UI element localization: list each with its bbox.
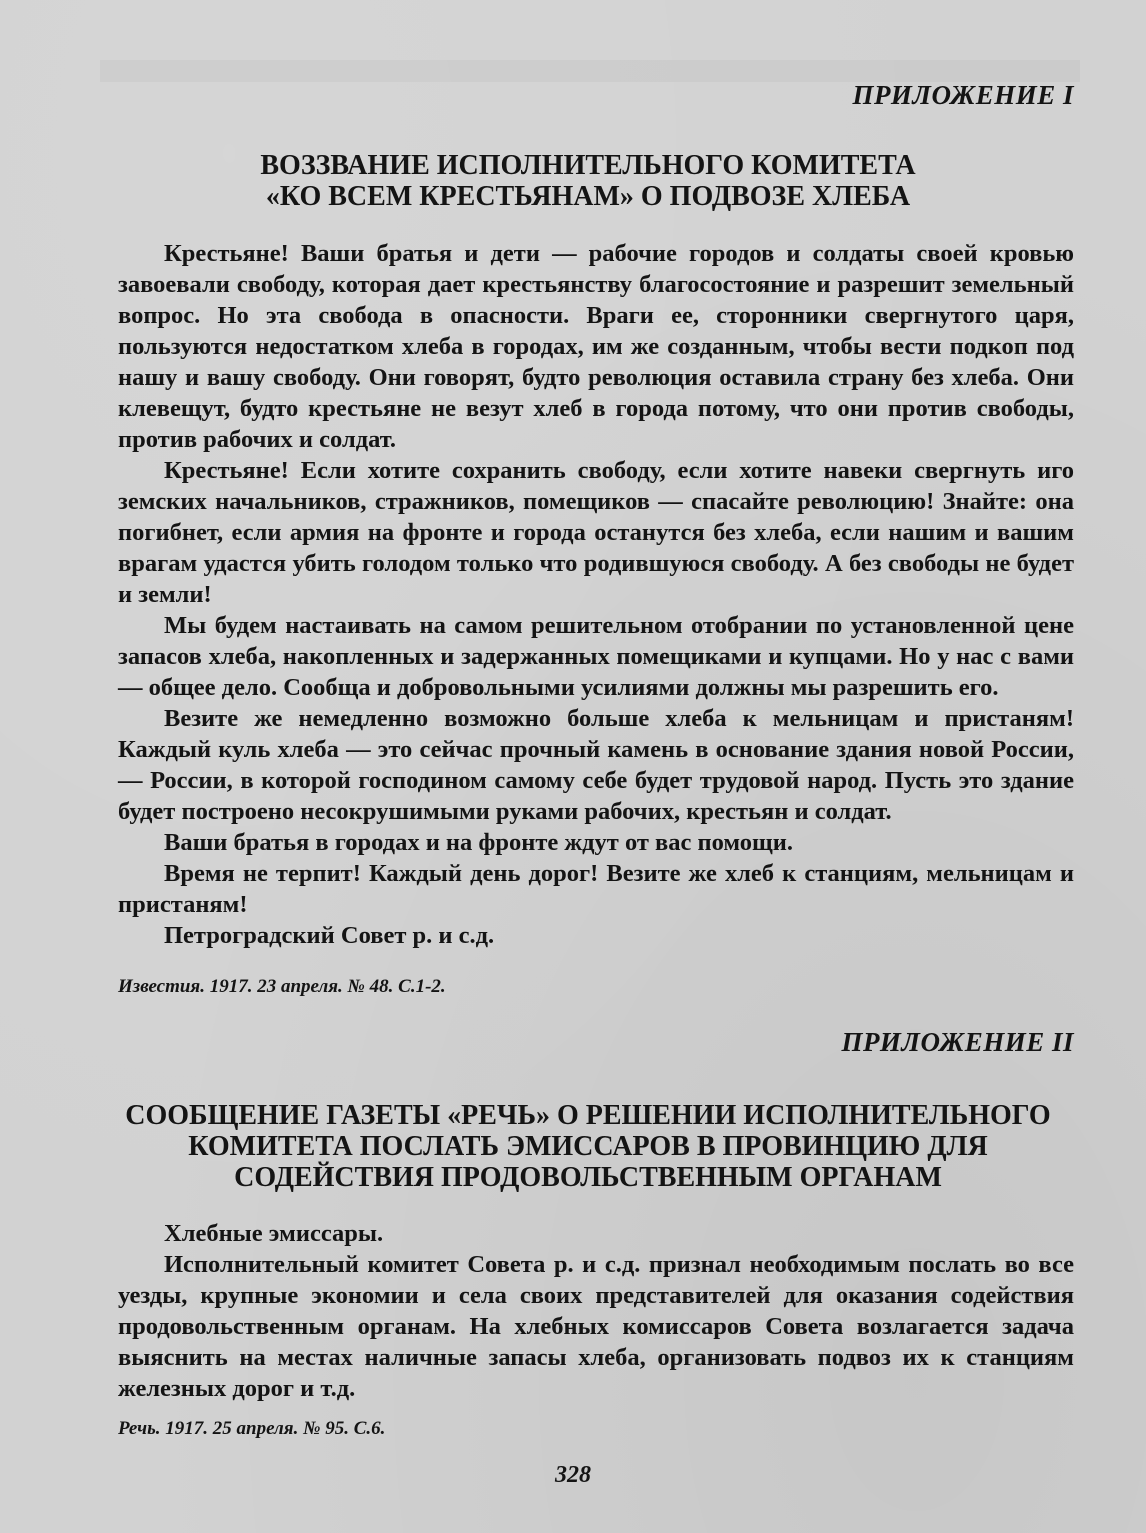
appendix-1-paragraph-4: Везите же немедленно возможно больше хлеба к мельницам и пристаням! Каждый куль хлеба — это сейчас прочный камень в основание здания новой России, — России, в которой господином самому себе будет трудовой народ. Пусть это здание будет построено несокрушимыми руками рабочих, крестьян и солдат. [118, 705, 1074, 825]
appendix-2-title-line-1: СООБЩЕНИЕ ГАЗЕТЫ «РЕЧЬ» О РЕШЕНИИ ИСПОЛНИТЕЛЬНОГО [125, 1100, 1051, 1131]
appendix-1-body [118, 238, 1074, 951]
appendix-2-paragraph-2: Исполнительный комитет Совета р. и с.д. признал необходимым послать во все уезды, крупные экономии и села своих представителей для оказания содействия продовольственным органам. На хлебных комиссаров Совета возлагается задача выяснить на местах наличные запасы хлеба, организовать подвоз их к станциям железных дорог и т.д. [118, 1251, 1074, 1402]
appendix-1-title-line-2: «КО ВСЕМ КРЕСТЬЯНАМ» О ПОДВОЗЕ ХЛЕБА [265, 181, 911, 212]
appendix-1-paragraph-6: Время не терпит! Каждый день дорог! Везите же хлеб к станциям, мельницам и пристаням! [118, 860, 1074, 918]
appendix-2-title [120, 1100, 1056, 1193]
appendix-1-title [120, 150, 1056, 212]
appendix-1-paragraph-1: Крестьяне! Ваши братья и дети — рабочие городов и солдаты своей кровью завоевали свободу, которая дает крестьянству благосостояние и разрешит земельный вопрос. Но эта свобода в опасности. Враги ее, сторонники свергнутого царя, пользуются недостатком хлеба в городах, им же созданным, чтобы вести подкоп под нашу и вашу свободу. Они говорят, будто революция оставила страну без хлеба. Они клевещут, будто крестьяне не везут хлеб в города потому, что они против свободы, против рабочих и солдат. [118, 240, 1074, 453]
appendix-1-source: Известия. 1917. 23 апреля. № 48. С.1-2. [118, 976, 446, 997]
bleed-through-shadow [100, 60, 1080, 82]
appendix-1-label: ПРИЛОЖЕНИЕ I [852, 80, 1074, 110]
page-number: 328 [555, 1462, 591, 1488]
appendix-2-label: ПРИЛОЖЕНИЕ II [841, 1027, 1074, 1057]
appendix-2-source: Речь. 1917. 25 апреля. № 95. С.6. [118, 1418, 386, 1439]
appendix-1-title-line-1: ВОЗЗВАНИЕ ИСПОЛНИТЕЛЬНОГО КОМИТЕТА [260, 150, 916, 181]
appendix-2-paragraph-1: Хлебные эмиссары. [164, 1220, 384, 1247]
appendix-2-body [118, 1218, 1074, 1404]
appendix-1-paragraph-5: Ваши братья в городах и на фронте ждут от вас помощи. [164, 829, 793, 856]
appendix-1-paragraph-3: Мы будем настаивать на самом решительном отобрании по установленной цене запасов хлеба, накопленных и задержанных помещиками и купцами. Но у нас с вами — общее дело. Сообща и добровольными усилиями должны мы разрешить его. [118, 612, 1074, 701]
appendix-1-signature: Петроградский Совет р. и с.д. [164, 922, 495, 949]
appendix-2-title-line-3: СОДЕЙСТВИЯ ПРОДОВОЛЬСТВЕННЫМ ОРГАНАМ [234, 1162, 942, 1193]
appendix-1-paragraph-2: Крестьяне! Если хотите сохранить свободу, если хотите навеки свергнуть иго земских начальников, стражников, помещиков — спасайте революцию! Знайте: она погибнет, если армия на фронте и города останутся без хлеба, если нашим и вашим врагам удастся убить голодом только что родившуюся свободу. А без свободы не будет и земли! [118, 457, 1074, 608]
appendix-2-title-line-2: КОМИТЕТА ПОСЛАТЬ ЭМИССАРОВ В ПРОВИНЦИЮ ДЛЯ [188, 1131, 988, 1162]
